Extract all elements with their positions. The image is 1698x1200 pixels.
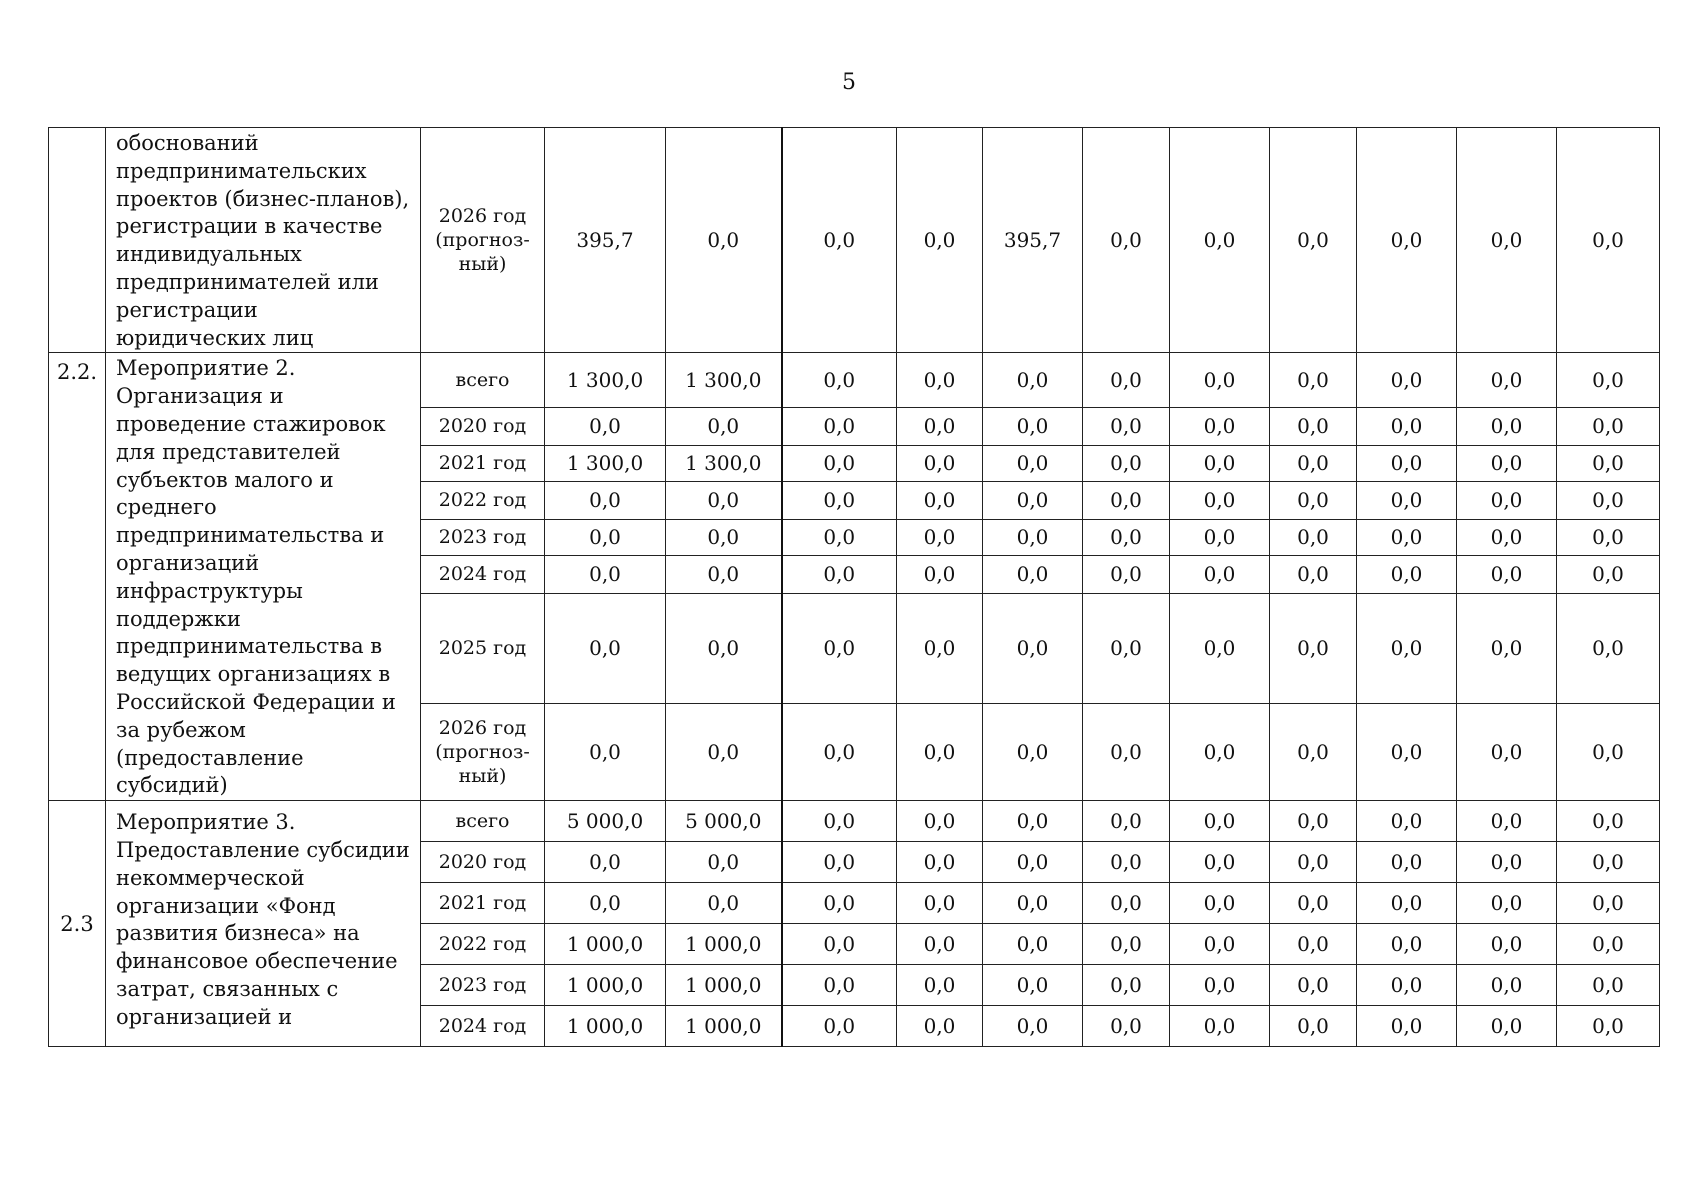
value-cell: 0,0 [897,128,983,353]
value-cell: 0,0 [782,128,897,353]
value-cell: 1 300,0 [666,445,782,481]
value-cell: 0,0 [897,1006,983,1047]
value-cell: 0,0 [545,556,666,594]
value-cell: 0,0 [1357,801,1457,842]
period-cell: 2021 год [421,883,545,924]
value-cell: 0,0 [1170,445,1270,481]
value-cell: 0,0 [666,704,782,801]
value-cell: 0,0 [983,482,1083,520]
item-number: 2.2. [49,353,106,801]
value-cell: 0,0 [1270,128,1357,353]
value-cell: 0,0 [1357,965,1457,1006]
value-cell: 0,0 [1457,353,1557,408]
value-cell: 1 300,0 [666,353,782,408]
value-cell: 0,0 [983,445,1083,481]
value-cell: 0,0 [1270,408,1357,446]
value-cell: 0,0 [1083,1006,1170,1047]
period-cell: 2022 год [421,924,545,965]
value-cell: 0,0 [897,883,983,924]
value-cell: 0,0 [1557,445,1660,481]
value-cell: 0,0 [782,801,897,842]
value-cell: 0,0 [1083,593,1170,704]
value-cell: 0,0 [897,445,983,481]
value-cell: 0,0 [983,842,1083,883]
value-cell: 0,0 [1357,445,1457,481]
period-cell: 2023 год [421,965,545,1006]
value-cell: 0,0 [983,593,1083,704]
value-cell: 5 000,0 [666,801,782,842]
value-cell: 0,0 [1457,1006,1557,1047]
value-cell: 0,0 [1457,519,1557,555]
value-cell: 0,0 [1557,801,1660,842]
value-cell: 0,0 [1083,445,1170,481]
value-cell: 0,0 [1083,128,1170,353]
value-cell: 0,0 [1083,353,1170,408]
value-cell: 0,0 [1170,519,1270,555]
value-cell: 0,0 [545,482,666,520]
value-cell: 0,0 [1457,801,1557,842]
value-cell: 0,0 [1557,556,1660,594]
value-cell: 0,0 [897,593,983,704]
value-cell: 0,0 [1270,445,1357,481]
period-cell: всего [421,801,545,842]
value-cell: 0,0 [1357,128,1457,353]
value-cell: 0,0 [1083,704,1170,801]
value-cell: 0,0 [1083,519,1170,555]
value-cell: 395,7 [983,128,1083,353]
value-cell: 0,0 [1270,924,1357,965]
value-cell: 0,0 [983,353,1083,408]
value-cell: 0,0 [1083,801,1170,842]
value-cell: 0,0 [1457,482,1557,520]
item-name: Мероприятие 2. Организация и проведение стажировок для представителей субъектов малого и среднего предпринимательства и организаций инфраструктуры поддержки предпринимательства в ведущих организациях в Российской Федерации и за рубежом (предоставление субсидий) [106,353,421,801]
value-cell: 0,0 [1170,408,1270,446]
value-cell: 0,0 [666,883,782,924]
value-cell: 0,0 [1270,593,1357,704]
table-row [49,353,1660,408]
value-cell: 0,0 [782,445,897,481]
value-cell: 0,0 [1457,883,1557,924]
table-row [49,801,1660,842]
page-number: 5 [842,70,856,95]
value-cell: 0,0 [782,482,897,520]
value-cell: 0,0 [782,519,897,555]
value-cell: 0,0 [983,408,1083,446]
item-number [49,128,106,353]
value-cell: 0,0 [1270,842,1357,883]
value-cell: 0,0 [1357,519,1457,555]
value-cell: 0,0 [545,842,666,883]
value-cell: 0,0 [1270,556,1357,594]
period-cell: 2024 год [421,556,545,594]
item-name: Мероприятие 3. Предоставление субсидии некоммерческой организации «Фонд развития бизнеса» на финансовое обеспечение затрат, связанных с организацией и [106,801,421,1047]
table-row [49,128,1660,353]
value-cell: 0,0 [666,408,782,446]
value-cell: 0,0 [983,1006,1083,1047]
value-cell: 0,0 [1357,556,1457,594]
value-cell: 0,0 [1170,593,1270,704]
value-cell: 0,0 [897,519,983,555]
value-cell: 0,0 [782,704,897,801]
value-cell: 0,0 [1457,593,1557,704]
value-cell: 0,0 [897,556,983,594]
value-cell: 1 000,0 [666,1006,782,1047]
value-cell: 0,0 [782,1006,897,1047]
value-cell: 0,0 [782,353,897,408]
period-cell: 2020 год [421,842,545,883]
value-cell: 0,0 [983,519,1083,555]
value-cell: 0,0 [1170,965,1270,1006]
value-cell: 0,0 [897,842,983,883]
value-cell: 1 000,0 [666,924,782,965]
value-cell: 0,0 [666,519,782,555]
value-cell: 0,0 [1557,842,1660,883]
value-cell: 0,0 [1357,842,1457,883]
period-cell: всего [421,353,545,408]
value-cell: 0,0 [545,519,666,555]
period-cell: 2026 год (прогноз-ный) [421,128,545,353]
value-cell: 0,0 [782,924,897,965]
value-cell: 0,0 [545,408,666,446]
value-cell: 0,0 [1083,556,1170,594]
value-cell: 1 300,0 [545,445,666,481]
value-cell: 0,0 [1357,1006,1457,1047]
value-cell: 0,0 [666,556,782,594]
period-cell: 2022 год [421,482,545,520]
period-cell: 2020 год [421,408,545,446]
value-cell: 0,0 [1170,801,1270,842]
value-cell: 0,0 [1457,704,1557,801]
value-cell: 0,0 [545,883,666,924]
value-cell: 0,0 [1170,842,1270,883]
value-cell: 1 000,0 [545,924,666,965]
value-cell: 0,0 [1270,1006,1357,1047]
value-cell: 0,0 [1083,924,1170,965]
value-cell: 0,0 [983,704,1083,801]
value-cell: 395,7 [545,128,666,353]
value-cell: 0,0 [782,408,897,446]
value-cell: 0,0 [1083,842,1170,883]
period-cell: 2023 год [421,519,545,555]
value-cell: 0,0 [983,556,1083,594]
item-number: 2.3 [49,801,106,1047]
value-cell: 0,0 [1083,883,1170,924]
value-cell: 0,0 [1557,593,1660,704]
value-cell: 0,0 [1557,883,1660,924]
value-cell: 0,0 [1170,1006,1270,1047]
value-cell: 0,0 [1557,965,1660,1006]
value-cell: 0,0 [1557,1006,1660,1047]
value-cell: 0,0 [897,965,983,1006]
value-cell: 0,0 [782,593,897,704]
value-cell: 0,0 [666,482,782,520]
period-cell: 2021 год [421,445,545,481]
value-cell: 0,0 [545,593,666,704]
item-name: обоснований предпринимательских проектов (бизнес-планов), регистрации в качестве индивидуальных предпринимателей или регистрации юридических лиц [106,128,421,353]
value-cell: 0,0 [545,704,666,801]
value-cell: 0,0 [983,965,1083,1006]
value-cell: 0,0 [1457,408,1557,446]
value-cell: 0,0 [1557,704,1660,801]
value-cell: 0,0 [1270,482,1357,520]
value-cell: 0,0 [897,924,983,965]
value-cell: 0,0 [1557,519,1660,555]
value-cell: 0,0 [1357,924,1457,965]
value-cell: 0,0 [1170,704,1270,801]
value-cell: 1 300,0 [545,353,666,408]
value-cell: 0,0 [1357,482,1457,520]
value-cell: 0,0 [1170,128,1270,353]
value-cell: 0,0 [782,556,897,594]
period-cell: 2026 год (прогноз-ный) [421,704,545,801]
value-cell: 0,0 [666,128,782,353]
value-cell: 0,0 [1357,353,1457,408]
value-cell: 0,0 [1270,353,1357,408]
value-cell: 0,0 [897,482,983,520]
value-cell: 0,0 [983,801,1083,842]
value-cell: 1 000,0 [545,1006,666,1047]
value-cell: 5 000,0 [545,801,666,842]
value-cell: 0,0 [1083,965,1170,1006]
value-cell: 1 000,0 [545,965,666,1006]
value-cell: 1 000,0 [666,965,782,1006]
value-cell: 0,0 [666,593,782,704]
value-cell: 0,0 [1357,883,1457,924]
value-cell: 0,0 [1270,519,1357,555]
value-cell: 0,0 [1083,482,1170,520]
budget-table [48,127,1660,1047]
value-cell: 0,0 [666,842,782,883]
value-cell: 0,0 [1170,556,1270,594]
value-cell: 0,0 [1083,408,1170,446]
value-cell: 0,0 [1270,704,1357,801]
value-cell: 0,0 [1270,801,1357,842]
table-body [49,128,1660,1047]
value-cell: 0,0 [1557,482,1660,520]
value-cell: 0,0 [1557,924,1660,965]
value-cell: 0,0 [1457,128,1557,353]
value-cell: 0,0 [1357,408,1457,446]
value-cell: 0,0 [983,924,1083,965]
value-cell: 0,0 [1170,482,1270,520]
value-cell: 0,0 [897,408,983,446]
value-cell: 0,0 [1170,353,1270,408]
period-cell: 2025 год [421,593,545,704]
value-cell: 0,0 [1457,445,1557,481]
value-cell: 0,0 [897,801,983,842]
value-cell: 0,0 [782,842,897,883]
value-cell: 0,0 [897,353,983,408]
value-cell: 0,0 [1357,704,1457,801]
value-cell: 0,0 [1170,924,1270,965]
value-cell: 0,0 [782,965,897,1006]
value-cell: 0,0 [1457,842,1557,883]
value-cell: 0,0 [1357,593,1457,704]
value-cell: 0,0 [983,883,1083,924]
period-cell: 2024 год [421,1006,545,1047]
value-cell: 0,0 [1457,924,1557,965]
value-cell: 0,0 [1457,556,1557,594]
value-cell: 0,0 [1557,408,1660,446]
value-cell: 0,0 [1457,965,1557,1006]
value-cell: 0,0 [897,704,983,801]
value-cell: 0,0 [782,883,897,924]
value-cell: 0,0 [1557,353,1660,408]
value-cell: 0,0 [1170,883,1270,924]
value-cell: 0,0 [1270,965,1357,1006]
value-cell: 0,0 [1557,128,1660,353]
value-cell: 0,0 [1270,883,1357,924]
